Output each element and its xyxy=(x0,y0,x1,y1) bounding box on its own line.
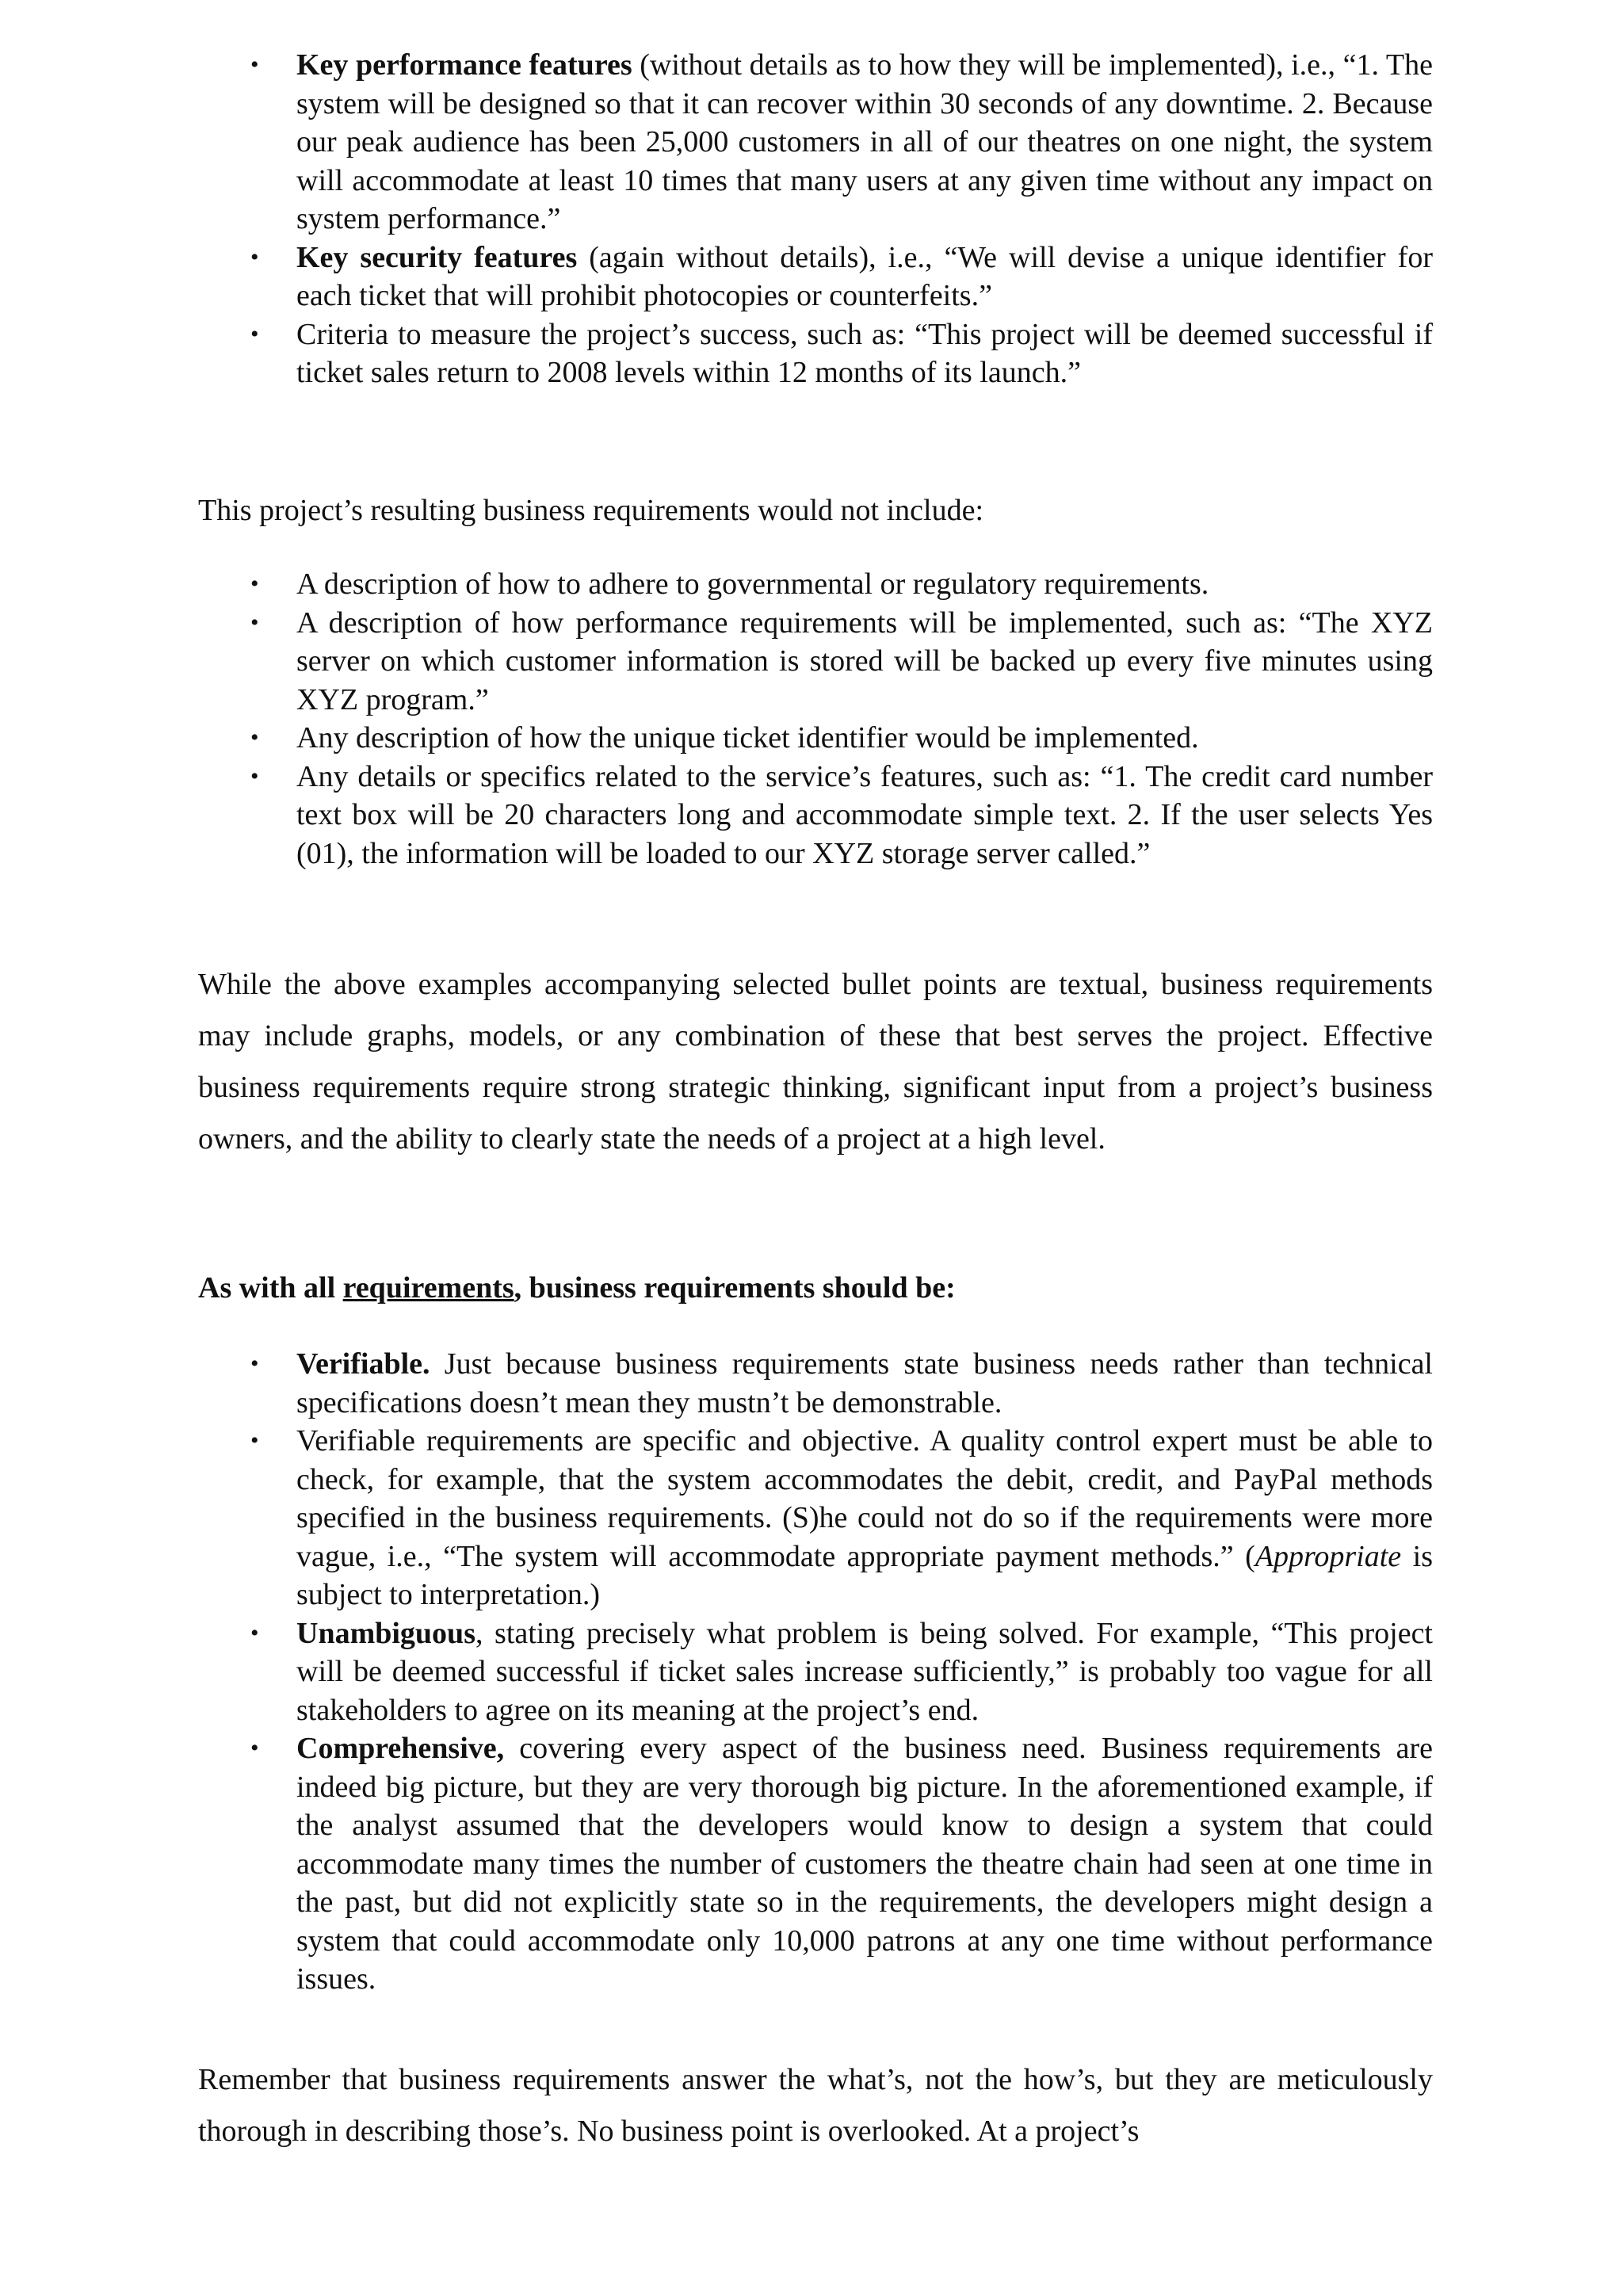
bullet-strong: Key performance features xyxy=(296,48,632,82)
bullet-strong: Verifiable. xyxy=(296,1347,430,1381)
bullet-text: (again without details), i.e., “We will devise a unique identifier for each ticket that will prohibit photocopies or counterfeits.” xyxy=(296,240,1433,312)
bullet-text: is subject to interpretation.) xyxy=(296,1539,1433,1611)
bullet-list-included xyxy=(198,46,1433,392)
list-item xyxy=(198,1422,1433,1614)
heading-before: As with all xyxy=(198,1271,343,1305)
bullet-text: , stating precisely what problem is being solved. For example, “This project will be deemed successful if ticket sales increase sufficiently,” is probably too vague for all stakeholders to agree on its meaning at the project’s end. xyxy=(296,1616,1433,1727)
list-item: • Any details or specifics related to the service’s features, such as: “1. The credit card number text box will be 20 characters long and accommodate simple text. 2. If the user selects Yes (01), the information will be loaded to our XYZ storage server called.” xyxy=(198,758,1433,873)
list-item xyxy=(198,239,1433,315)
list-item xyxy=(198,1614,1433,1730)
bullet-strong: Key security features xyxy=(296,240,578,274)
paragraph-remember: Remember that business requirements answer the what’s, not the how’s, but they are meticulously thorough in describing those’s. No business point is overlooked. At a project’s xyxy=(198,2063,1433,2148)
bullet-strong: Comprehensive, xyxy=(296,1732,505,1765)
list-item xyxy=(198,1345,1433,1422)
list-item: • A description of how performance requirements will be implemented, such as: “The XYZ server on which customer information is stored will be backed up every five minutes using XYZ program.” xyxy=(198,604,1433,720)
heading-after: , business requirements should be: xyxy=(514,1271,956,1305)
list-item xyxy=(198,46,1433,239)
bullet-list-qualities xyxy=(198,1345,1433,1999)
paragraph-examples: While the above examples accompanying selected bullet points are textual, business requirements may include graphs, models, or any combination of these that best serves the project. Effective business requirements require strong strategic thinking, significant input from a project’s business owners, and the ability to clearly state the needs of a project at a high level. xyxy=(198,968,1433,1156)
bullet-strong: Unambiguous xyxy=(296,1616,475,1650)
bullet-text: Just because business requirements state business needs rather than technical specifications doesn’t mean they mustn’t be demonstrable. xyxy=(296,1347,1433,1419)
list-item xyxy=(198,315,1433,392)
bullet-text: covering every aspect of the business need. Business requirements are indeed big picture, but they are very thorough big picture. In the aforementioned example, if the analyst assumed that the developers would know to design a system that could accommodate many times the number of customers the theatre chain had seen at one time in the past, but did not explicitly state so in the requirements, the developers might design a system that could accommodate only 10,000 patrons at any one time without performance issues. xyxy=(296,1732,1433,1996)
section-heading xyxy=(198,1269,1433,1307)
list-item: • A description of how to adhere to governmental or regulatory requirements. xyxy=(198,565,1433,604)
list-item xyxy=(198,1729,1433,1999)
bullet-text: Verifiable requirements are specific and objective. A quality control expert must be able to check, for example, that the system accommodates the debit, credit, and PayPal methods specified in the business requirements. (S)he could not do so if the requirements were more vague, i.e., “The system will accommodate appropriate payment methods.” ( xyxy=(296,1424,1433,1573)
not-include-intro: This project’s resulting business requirements would not include: xyxy=(198,494,984,527)
bullet-text: Criteria to measure the project’s success, such as: “This project will be deemed successful if ticket sales return to 2008 levels within 12 months of its launch.” xyxy=(296,317,1433,389)
requirements-link[interactable]: requirements xyxy=(342,1271,514,1305)
list-item: • Any description of how the unique ticket identifier would be implemented. xyxy=(198,719,1433,758)
bullet-list-excluded xyxy=(198,565,1433,873)
bullet-text: (without details as to how they will be implemented), i.e., “1. The system will be designed so that it can recover within 30 seconds of any downtime. 2. Because our peak audience has been 25,000 customers in all of our theatres on one night, the system will accommodate at least 10 times that many users at any given time without any impact on system performance.” xyxy=(296,48,1433,235)
bullet-italic: Appropriate xyxy=(1254,1539,1402,1573)
